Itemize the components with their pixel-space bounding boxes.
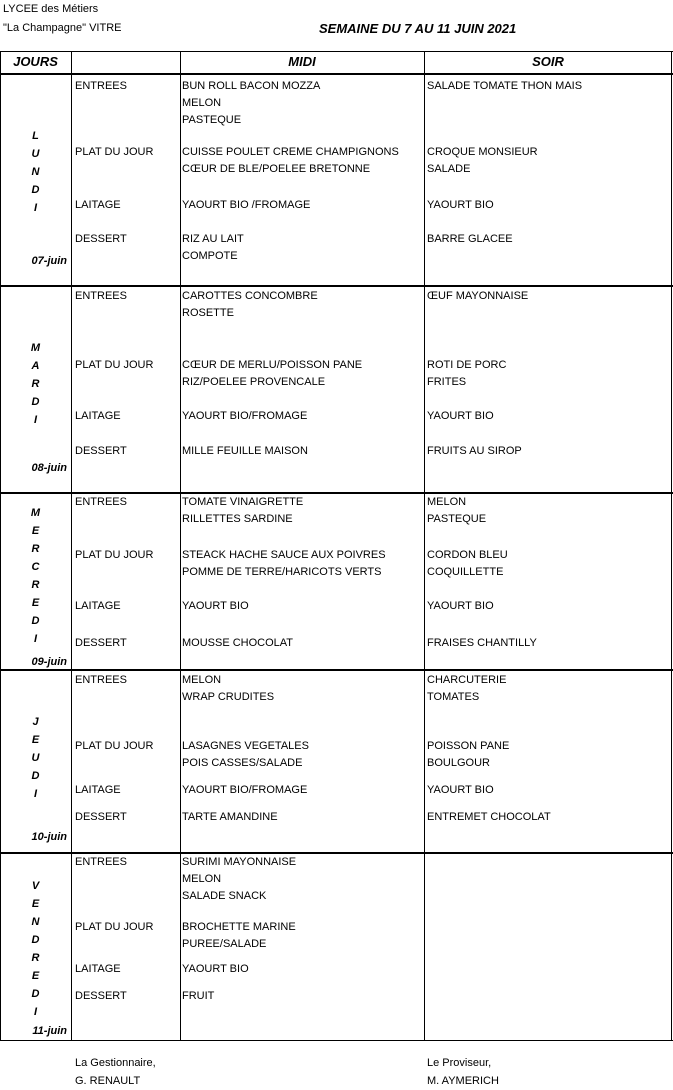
day-separator — [0, 492, 673, 494]
midi-dessert-item: FRUIT — [182, 990, 215, 1002]
school-name: LYCEE des Métiers — [3, 3, 99, 15]
school-location: "La Champagne" VITRE — [3, 22, 122, 34]
day-letter: E — [31, 898, 40, 910]
proviseur-name: M. AYMERICH — [427, 1075, 499, 1087]
day-letter: R — [31, 543, 40, 555]
day-name — [0, 127, 71, 217]
column-header-soir: SOIR — [532, 54, 564, 69]
category-dessert: DESSERT — [75, 811, 127, 823]
soir-dessert-item: ENTREMET CHOCOLAT — [427, 811, 551, 823]
midi-entrees-item: MELON — [182, 873, 222, 885]
day-letter: D — [31, 184, 40, 196]
day-letter: V — [31, 880, 40, 892]
day-letter: I — [33, 788, 38, 800]
midi-entrees-item: MELON — [182, 97, 222, 109]
category-plat: PLAT DU JOUR — [75, 359, 154, 371]
soir-entrees-item: SALADE TOMATE THON MAIS — [427, 80, 583, 92]
soir-plat-item: FRITES — [427, 376, 467, 388]
day-letter: M — [30, 342, 41, 354]
category-plat: PLAT DU JOUR — [75, 146, 154, 158]
table-top-border — [0, 51, 673, 52]
day-letter: D — [31, 988, 40, 1000]
category-entrees: ENTREES — [75, 856, 127, 868]
midi-entrees-item: PASTEQUE — [182, 114, 242, 126]
day-letter: C — [31, 561, 40, 573]
category-laitage: LAITAGE — [75, 199, 121, 211]
column-header-midi: MIDI — [288, 54, 316, 69]
soir-entrees-item: PASTEQUE — [427, 513, 487, 525]
day-letter: I — [33, 1006, 38, 1018]
category-dessert: DESSERT — [75, 445, 127, 457]
day-separator — [0, 285, 673, 287]
category-entrees: ENTREES — [75, 674, 127, 686]
day-letter: E — [31, 525, 40, 537]
day-letter: I — [33, 414, 38, 426]
gestionnaire-title: La Gestionnaire, — [75, 1057, 156, 1069]
midi-plat-item: POMME DE TERRE/HARICOTS VERTS — [182, 566, 382, 578]
soir-entrees-item: MELON — [427, 496, 467, 508]
day-separator — [0, 852, 673, 854]
soir-dessert-item: BARRE GLACEE — [427, 233, 513, 245]
category-dessert: DESSERT — [75, 990, 127, 1002]
day-letter: U — [31, 148, 40, 160]
soir-laitage-item: YAOURT BIO — [427, 600, 494, 612]
column-divider — [671, 51, 672, 1040]
soir-laitage-item: YAOURT BIO — [427, 784, 494, 796]
category-entrees: ENTREES — [75, 80, 127, 92]
soir-laitage-item: YAOURT BIO — [427, 199, 494, 211]
gestionnaire-name: G. RENAULT — [75, 1075, 141, 1087]
midi-laitage-item: YAOURT BIO/FROMAGE — [182, 410, 308, 422]
day-letter: I — [33, 202, 38, 214]
category-plat: PLAT DU JOUR — [75, 740, 154, 752]
soir-entrees-item: TOMATES — [427, 691, 480, 703]
midi-plat-item: CŒUR DE MERLU/POISSON PANE — [182, 359, 363, 371]
midi-entrees-item: MELON — [182, 674, 222, 686]
category-laitage: LAITAGE — [75, 784, 121, 796]
midi-entrees-item: TOMATE VINAIGRETTE — [182, 496, 304, 508]
midi-plat-item: RIZ/POELEE PROVENCALE — [182, 376, 326, 388]
day-letter: N — [31, 166, 40, 178]
day-letter: R — [31, 952, 40, 964]
midi-laitage-item: YAOURT BIO — [182, 600, 249, 612]
midi-plat-item: CŒUR DE BLE/POELEE BRETONNE — [182, 163, 371, 175]
table-bottom-border — [0, 1040, 673, 1041]
day-letter: E — [31, 970, 40, 982]
midi-laitage-item: YAOURT BIO /FROMAGE — [182, 199, 311, 211]
category-laitage: LAITAGE — [75, 963, 121, 975]
day-letter: L — [32, 130, 39, 142]
day-name — [0, 504, 71, 648]
category-entrees: ENTREES — [75, 290, 127, 302]
day-date: 07-juin — [31, 255, 67, 267]
day-letter: A — [31, 360, 40, 372]
midi-plat-item: BROCHETTE MARINE — [182, 921, 296, 933]
day-letter: D — [31, 396, 40, 408]
day-letter: E — [31, 597, 40, 609]
day-letter: N — [31, 916, 40, 928]
midi-plat-item: CUISSE POULET CREME CHAMPIGNONS — [182, 146, 399, 158]
column-divider — [424, 51, 425, 1040]
midi-dessert-item: RIZ AU LAIT — [182, 233, 244, 245]
soir-dessert-item: FRAISES CHANTILLY — [427, 637, 537, 649]
day-letter: R — [31, 378, 40, 390]
day-date: 09-juin — [31, 656, 67, 668]
midi-plat-item: STEACK HACHE SAUCE AUX POIVRES — [182, 549, 386, 561]
category-laitage: LAITAGE — [75, 600, 121, 612]
day-date: 08-juin — [31, 462, 67, 474]
column-divider — [71, 51, 72, 1040]
midi-plat-item: LASAGNES VEGETALES — [182, 740, 309, 752]
soir-laitage-item: YAOURT BIO — [427, 410, 494, 422]
soir-entrees-item: CHARCUTERIE — [427, 674, 507, 686]
soir-plat-item: CORDON BLEU — [427, 549, 508, 561]
day-letter: R — [31, 579, 40, 591]
day-letter: D — [31, 770, 40, 782]
soir-plat-item: CROQUE MONSIEUR — [427, 146, 538, 158]
column-divider — [180, 51, 181, 1040]
midi-entrees-item: CAROTTES CONCOMBRE — [182, 290, 318, 302]
day-letter: D — [31, 615, 40, 627]
day-letter: I — [33, 633, 38, 645]
day-letter: U — [31, 752, 40, 764]
soir-plat-item: POISSON PANE — [427, 740, 510, 752]
proviseur-title: Le Proviseur, — [427, 1057, 492, 1069]
day-letter: E — [31, 734, 40, 746]
day-name — [0, 877, 71, 1021]
midi-entrees-item: RILLETTES SARDINE — [182, 513, 293, 525]
category-laitage: LAITAGE — [75, 410, 121, 422]
soir-plat-item: COQUILLETTE — [427, 566, 504, 578]
week-title: SEMAINE DU 7 AU 11 JUIN 2021 — [319, 21, 517, 36]
midi-dessert-item: MILLE FEUILLE MAISON — [182, 445, 308, 457]
soir-entrees-item: ŒUF MAYONNAISE — [427, 290, 529, 302]
midi-plat-item: PUREE/SALADE — [182, 938, 267, 950]
midi-dessert-item: MOUSSE CHOCOLAT — [182, 637, 294, 649]
midi-entrees-item: SURIMI MAYONNAISE — [182, 856, 297, 868]
midi-dessert-item: COMPOTE — [182, 250, 238, 262]
day-date: 11-juin — [32, 1025, 67, 1037]
day-letter: M — [30, 507, 41, 519]
header-bottom-border — [0, 73, 673, 75]
midi-plat-item: POIS CASSES/SALADE — [182, 757, 303, 769]
category-dessert: DESSERT — [75, 637, 127, 649]
column-header-jours: JOURS — [13, 54, 58, 69]
midi-entrees-item: ROSETTE — [182, 307, 234, 319]
midi-laitage-item: YAOURT BIO — [182, 963, 249, 975]
midi-dessert-item: TARTE AMANDINE — [182, 811, 278, 823]
day-letter: J — [32, 716, 39, 728]
category-dessert: DESSERT — [75, 233, 127, 245]
midi-entrees-item: SALADE SNACK — [182, 890, 267, 902]
soir-plat-item: ROTI DE PORC — [427, 359, 507, 371]
soir-plat-item: SALADE — [427, 163, 471, 175]
day-letter: D — [31, 934, 40, 946]
day-name — [0, 713, 71, 803]
midi-laitage-item: YAOURT BIO/FROMAGE — [182, 784, 308, 796]
category-entrees: ENTREES — [75, 496, 127, 508]
category-plat: PLAT DU JOUR — [75, 921, 154, 933]
midi-entrees-item: BUN ROLL BACON MOZZA — [182, 80, 321, 92]
day-name — [0, 339, 71, 429]
soir-plat-item: BOULGOUR — [427, 757, 490, 769]
day-date: 10-juin — [31, 831, 67, 843]
midi-entrees-item: WRAP CRUDITES — [182, 691, 275, 703]
day-separator — [0, 669, 673, 671]
soir-dessert-item: FRUITS AU SIROP — [427, 445, 522, 457]
category-plat: PLAT DU JOUR — [75, 549, 154, 561]
